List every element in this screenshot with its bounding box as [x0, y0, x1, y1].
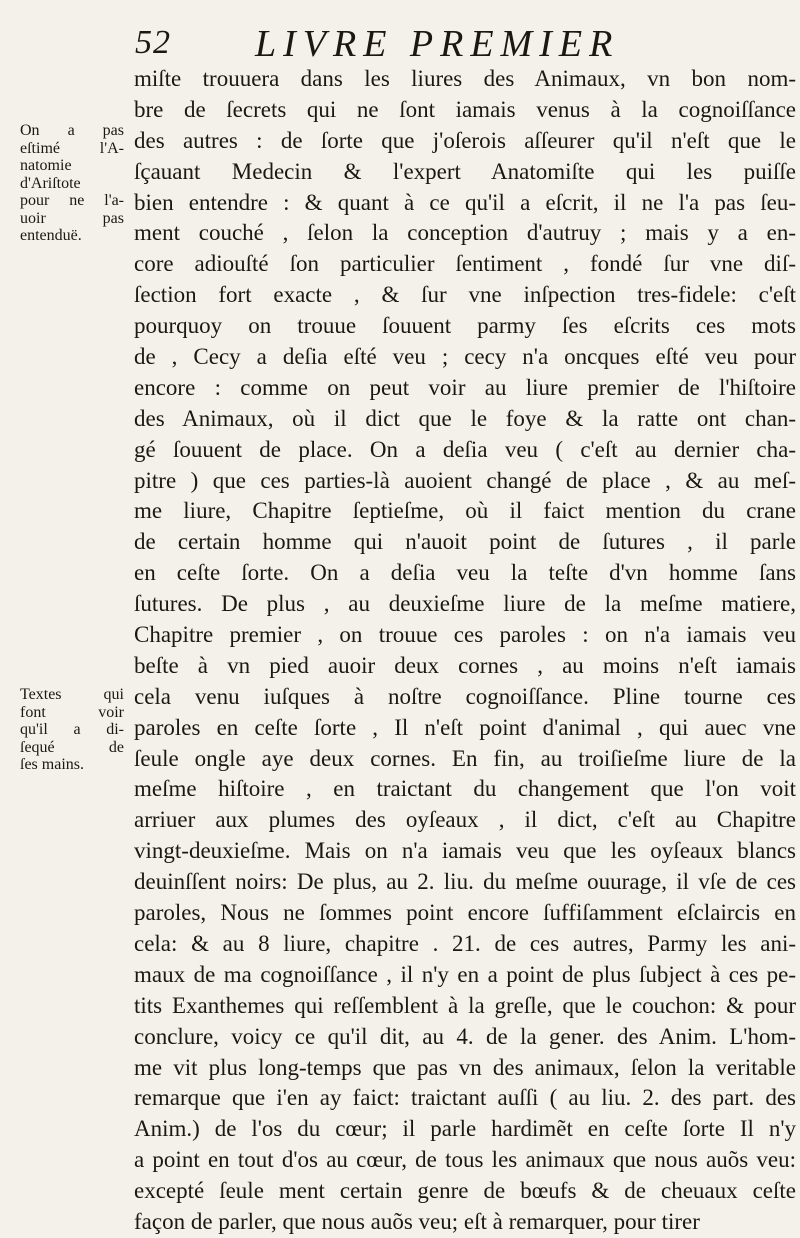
margin-note-line: pour ne l'a-	[20, 192, 124, 209]
text-line: beſte à vn pied auoir deux cornes , au moins n'eſt iamais	[134, 652, 796, 678]
text-line: maux de ma cognoiſſance , il n'y en a point de plus ſubject à ces pe-	[134, 961, 796, 987]
text-line: des Animaux, où il dict que le foye & la ratte ont chan-	[134, 405, 796, 431]
text-line: conclure, voicy ce qu'il dit, au 4. de la gener. des Anim. L'hom-	[134, 1023, 796, 1049]
text-line: paroles en ceſte ſorte , Il n'eſt point d'animal , qui auec vne	[134, 714, 796, 740]
margin-note-line: eſtimé l'A-	[20, 139, 124, 157]
text-line: en ceſte ſorte. On a deſia veu la teſte d'vn homme ſans	[134, 560, 796, 586]
running-head: LIVRE PREMIER	[255, 23, 620, 65]
margin-note-line: d'Ariſtote	[20, 174, 81, 192]
margin-note-line: Textes qui	[20, 686, 124, 703]
text-line: ment couché , ſelon la conception d'autruy ; mais y a en-	[134, 220, 796, 246]
margin-note-line: qu'il a di-	[20, 721, 124, 738]
text-line: arriuer aux plumes des oyſeaux , il dict, c'eſt au Chapitre	[134, 807, 796, 833]
text-line: tits Exanthemes qui reſſemblent à la greſle, que le couchon: & pour	[134, 992, 796, 1018]
margin-note-line: uoir pas	[20, 209, 124, 227]
text-line: ſutures. De plus , au deuxieſme liure de la meſme matiere,	[134, 591, 796, 617]
text-line: excepté ſeule ment certain genre de bœufs & de cheuaux ceſte	[134, 1178, 796, 1204]
text-line: encore : comme on peut voir au liure premier de l'hiſtoire	[134, 374, 796, 400]
page-header	[135, 18, 775, 70]
text-line: ſçauant Medecin & l'expert Anatomiſte qui les puiſſe	[134, 158, 796, 184]
text-line: de certain homme qui n'auoit point de ſutures , il parle	[134, 529, 796, 555]
page-number: 52	[135, 24, 171, 61]
body-text	[134, 64, 796, 1238]
margin-note-line: ſequé de	[20, 738, 124, 756]
text-line: gé ſouuent de place. On a deſia veu ( c'eſt au dernier cha-	[134, 436, 796, 462]
text-line: cela venu iuſques à noſtre cognoiſſance. Pline tourne ces	[134, 683, 796, 709]
text-line: Chapitre premier , on trouue ces paroles : on n'a iamais veu	[134, 622, 796, 648]
text-line: Anim.) de l'os du cœur; il parle hardimẽt en ceſte ſorte Il n'y	[134, 1116, 796, 1142]
margin-note-line: ſes mains.	[20, 756, 84, 773]
text-line: remarque que i'en ay faict: traictant auſſi ( au liu. 2. des part. des	[134, 1085, 796, 1111]
margin-note	[20, 686, 124, 774]
text-line: bien entendre : & quant à ce qu'il a eſcrit, il ne l'a pas ſeu-	[134, 189, 796, 215]
text-line: me liure, Chapitre ſeptieſme, où il faict mention du crane	[134, 498, 796, 524]
text-line: pitre ) que ces parties-là auoient changé de place , & au meſ-	[134, 467, 796, 493]
text-line: bre de ſecrets qui ne ſont iamais venus à la cognoiſſance	[134, 96, 796, 122]
text-line: vingt-deuxieſme. Mais on n'a iamais veu que les oyſeaux blancs	[134, 838, 796, 864]
text-line: ſection fort exacte , & ſur vne inſpection tres-fidele: c'eſt	[134, 282, 796, 308]
text-line: deuinſſent noirs: De plus, au 2. liu. du meſme ouurage, il vſe de ces	[134, 869, 796, 895]
text-line: me vit plus long-temps que pas vn des animaux, ſelon la veritable	[134, 1054, 796, 1080]
margin-note-line: On a pas	[20, 122, 124, 139]
margin-note-line: font voir	[20, 703, 124, 721]
text-line: miſte trouuera dans les liures des Animaux, vn bon nom-	[134, 66, 796, 91]
text-line: ſeule ongle aye deux cornes. En fin, au troiſieſme liure de la	[134, 745, 796, 771]
text-line: cela: & au 8 liure, chapitre . 21. de ces autres, Parmy les ani-	[134, 930, 796, 956]
text-line: pourquoy on trouue ſouuent parmy ſes eſcrits ces mots	[134, 313, 796, 339]
text-line: paroles, Nous ne ſommes point encore ſuffiſamment eſclaircis en	[134, 900, 796, 926]
margin-note	[20, 122, 124, 245]
margin-note-line: natomie	[20, 157, 72, 174]
text-line: façon de parler, que nous auõs veu; eſt à remarquer, pour tirer	[134, 1208, 700, 1234]
text-line: core adiouſté ſon particulier ſentiment , fondé ſur vne diſ-	[134, 251, 796, 277]
text-line: meſme hiſtoire , en traictant du changement que l'on voit	[134, 776, 796, 802]
text-line: a point en tout d'os au cœur, de tous les animaux que nous auõs veu:	[134, 1147, 796, 1173]
margin-note-line: entenduë.	[20, 227, 82, 244]
text-line: de , Cecy a deſia eſté veu ; cecy n'a oncques eſté veu pour	[134, 344, 796, 370]
text-line: des autres : de ſorte que j'oſerois aſſeurer qu'il n'eſt que le	[134, 127, 796, 153]
